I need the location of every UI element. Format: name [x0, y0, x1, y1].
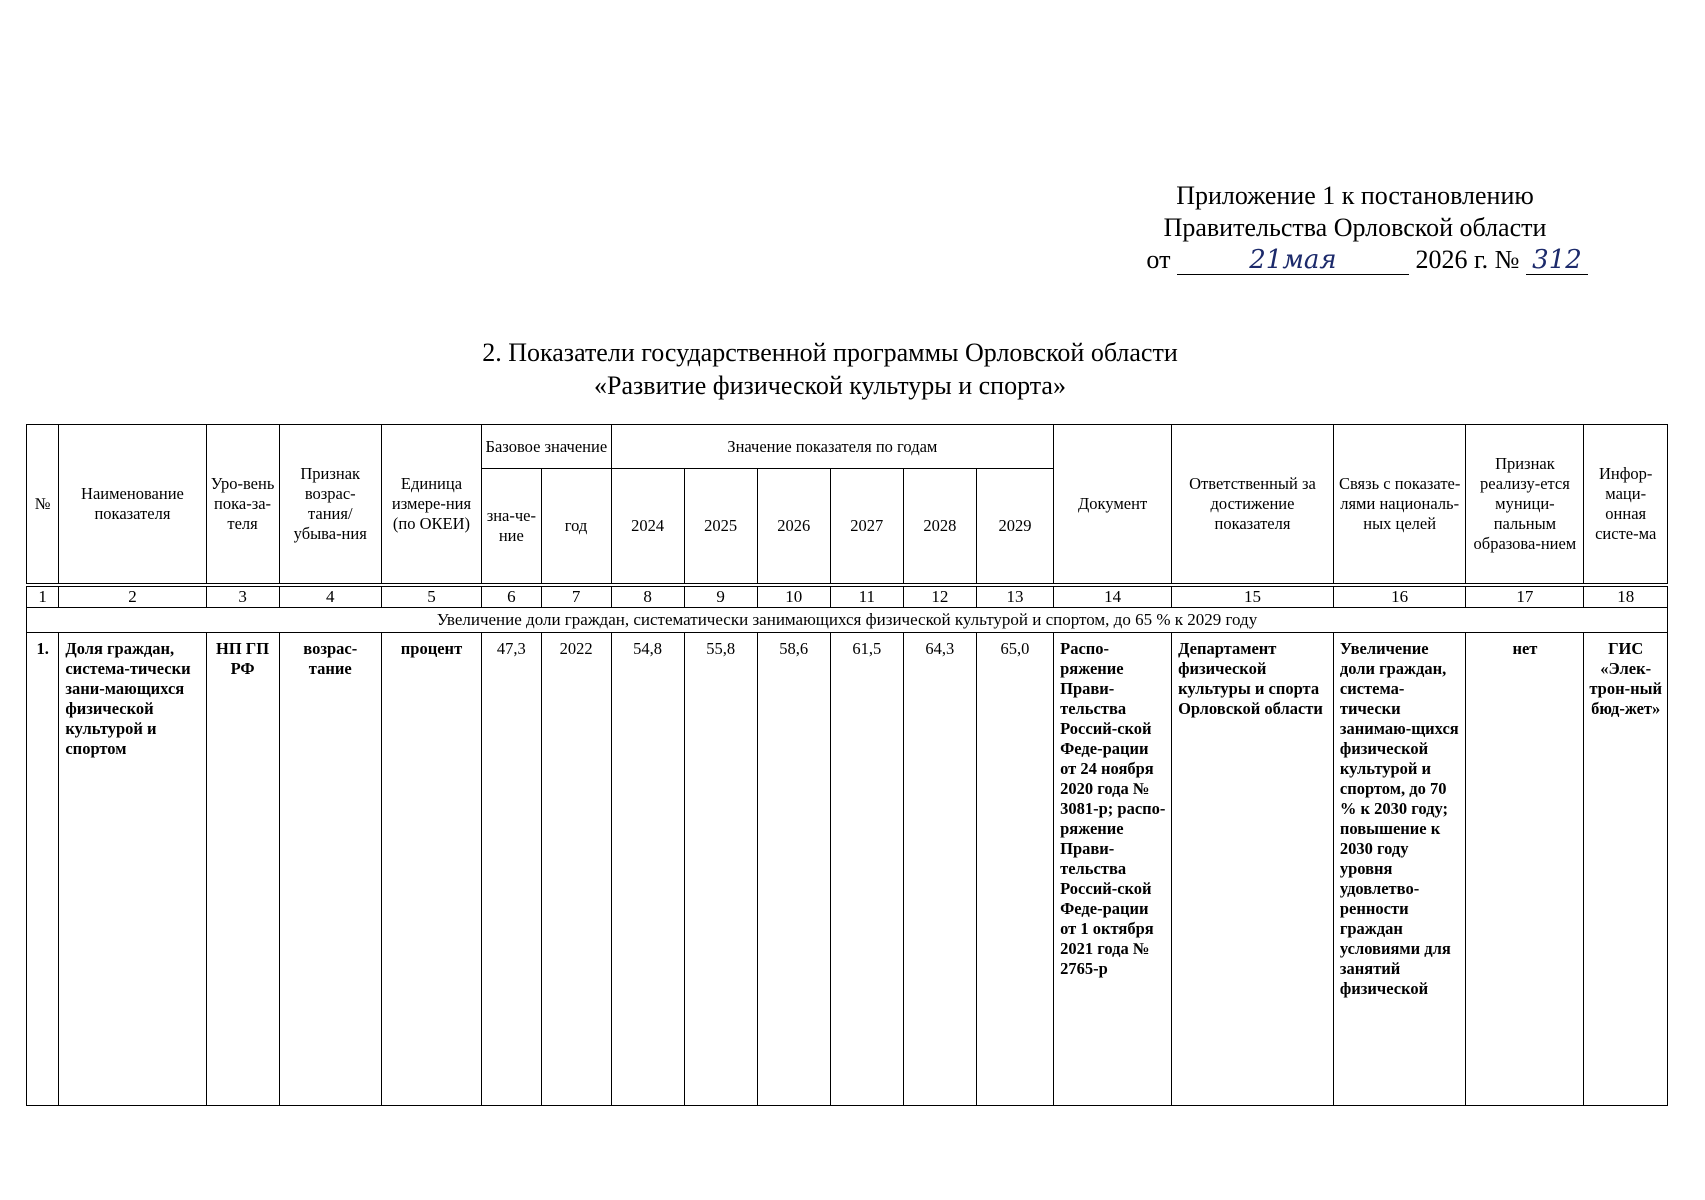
row-value-2027: 61,5	[830, 633, 903, 1106]
header-trend: Признак возрас-тания/ убыва-ния	[279, 425, 381, 584]
header-document: Документ	[1054, 425, 1172, 584]
column-numbers-row	[27, 587, 1668, 608]
column-number: 14	[1054, 587, 1172, 608]
column-number: 15	[1172, 587, 1334, 608]
column-number: 13	[976, 587, 1053, 608]
table-row	[27, 633, 1668, 1106]
appendix-line-1: Приложение 1 к постановлению	[1176, 181, 1534, 210]
row-base-year: 2022	[541, 633, 611, 1106]
header-responsible: Ответственный за достижение показателя	[1172, 425, 1334, 584]
header-year-2024: 2024	[611, 469, 684, 584]
header-year-2028: 2028	[903, 469, 976, 584]
header-year-2025: 2025	[684, 469, 757, 584]
row-municipal: нет	[1466, 633, 1584, 1106]
title-line-2: «Развитие физической культуры и спорта»	[594, 371, 1066, 400]
row-base-value: 47,3	[482, 633, 542, 1106]
row-value-2029: 65,0	[976, 633, 1053, 1106]
header-base-value: зна-че-ние	[482, 469, 542, 584]
header-year-2027: 2027	[830, 469, 903, 584]
header-years-group: Значение показателя по годам	[611, 425, 1054, 469]
year-label: 2026 г. №	[1415, 245, 1520, 274]
header-base-year: год	[541, 469, 611, 584]
row-value-2026: 58,6	[757, 633, 830, 1106]
appendix-block	[1120, 180, 1590, 276]
header-name: Наименование показателя	[59, 425, 206, 584]
row-level: НП ГП РФ	[206, 633, 279, 1106]
title-line-1: 2. Показатели государственной программы Орловской области	[482, 338, 1178, 367]
column-number: 1	[27, 587, 59, 608]
header-link: Связь с показате-лями националь-ных целей	[1333, 425, 1466, 584]
column-number: 17	[1466, 587, 1584, 608]
header-unit: Единица измере-ния (по ОКЕИ)	[381, 425, 481, 584]
header-base: Базовое значение	[482, 425, 611, 469]
header-year-2029: 2029	[976, 469, 1053, 584]
header-year-2026: 2026	[757, 469, 830, 584]
goal-row: Увеличение доли граждан, систематически занимающихся физической культурой и спортом, до 65 % к 2029 году	[27, 608, 1668, 633]
from-label: от	[1146, 245, 1171, 274]
handwritten-date: 21мая	[1177, 246, 1409, 275]
column-number: 12	[903, 587, 976, 608]
row-trend: возрас-тание	[279, 633, 381, 1106]
appendix-line-2: Правительства Орловской области	[1163, 213, 1547, 242]
column-number: 18	[1584, 587, 1668, 608]
header-level: Уро-вень пока-за-теля	[206, 425, 279, 584]
appendix-line-3	[1120, 244, 1590, 276]
row-document: Распо-ряжение Прави-тельства Россий-ской Феде-рации от 24 ноября 2020 года № 3081-р; распо-ряжение Прави-тельства Россий-ской Феде-рации от 1 октября 2021 года № 2765-р	[1054, 633, 1172, 1106]
row-value-2025: 55,8	[684, 633, 757, 1106]
column-number: 4	[279, 587, 381, 608]
column-number: 11	[830, 587, 903, 608]
row-value-2024: 54,8	[611, 633, 684, 1106]
header-no: №	[27, 425, 59, 584]
handwritten-number: 312	[1526, 246, 1588, 275]
column-number: 5	[381, 587, 481, 608]
row-no: 1.	[27, 633, 59, 1106]
indicators-table	[26, 424, 1668, 1106]
row-name: Доля граждан, система-тически зани-мающихся физической культурой и спортом	[59, 633, 206, 1106]
column-number: 6	[482, 587, 542, 608]
header-infosystem: Инфор-маци-онная систе-ма	[1584, 425, 1668, 584]
row-unit: процент	[381, 633, 481, 1106]
column-number: 7	[541, 587, 611, 608]
column-number: 16	[1333, 587, 1466, 608]
column-number: 9	[684, 587, 757, 608]
row-responsible: Департамент физической культуры и спорта Орловской области	[1172, 633, 1334, 1106]
column-number: 10	[757, 587, 830, 608]
row-value-2028: 64,3	[903, 633, 976, 1106]
column-number: 3	[206, 587, 279, 608]
section-title	[300, 336, 1360, 402]
header-municipal: Признак реализу-ется муници-пальным образова-нием	[1466, 425, 1584, 584]
column-number: 2	[59, 587, 206, 608]
row-infosystem: ГИС «Элек-трон-ный бюд-жет»	[1584, 633, 1668, 1106]
row-link: Увеличение доли граждан, система-тически занимаю-щихся физической культурой и спортом, до 70 % к 2030 году; повышение к 2030 году уровня удовлетво-ренности граждан условиями для занятий физической	[1333, 633, 1466, 1106]
column-number: 8	[611, 587, 684, 608]
